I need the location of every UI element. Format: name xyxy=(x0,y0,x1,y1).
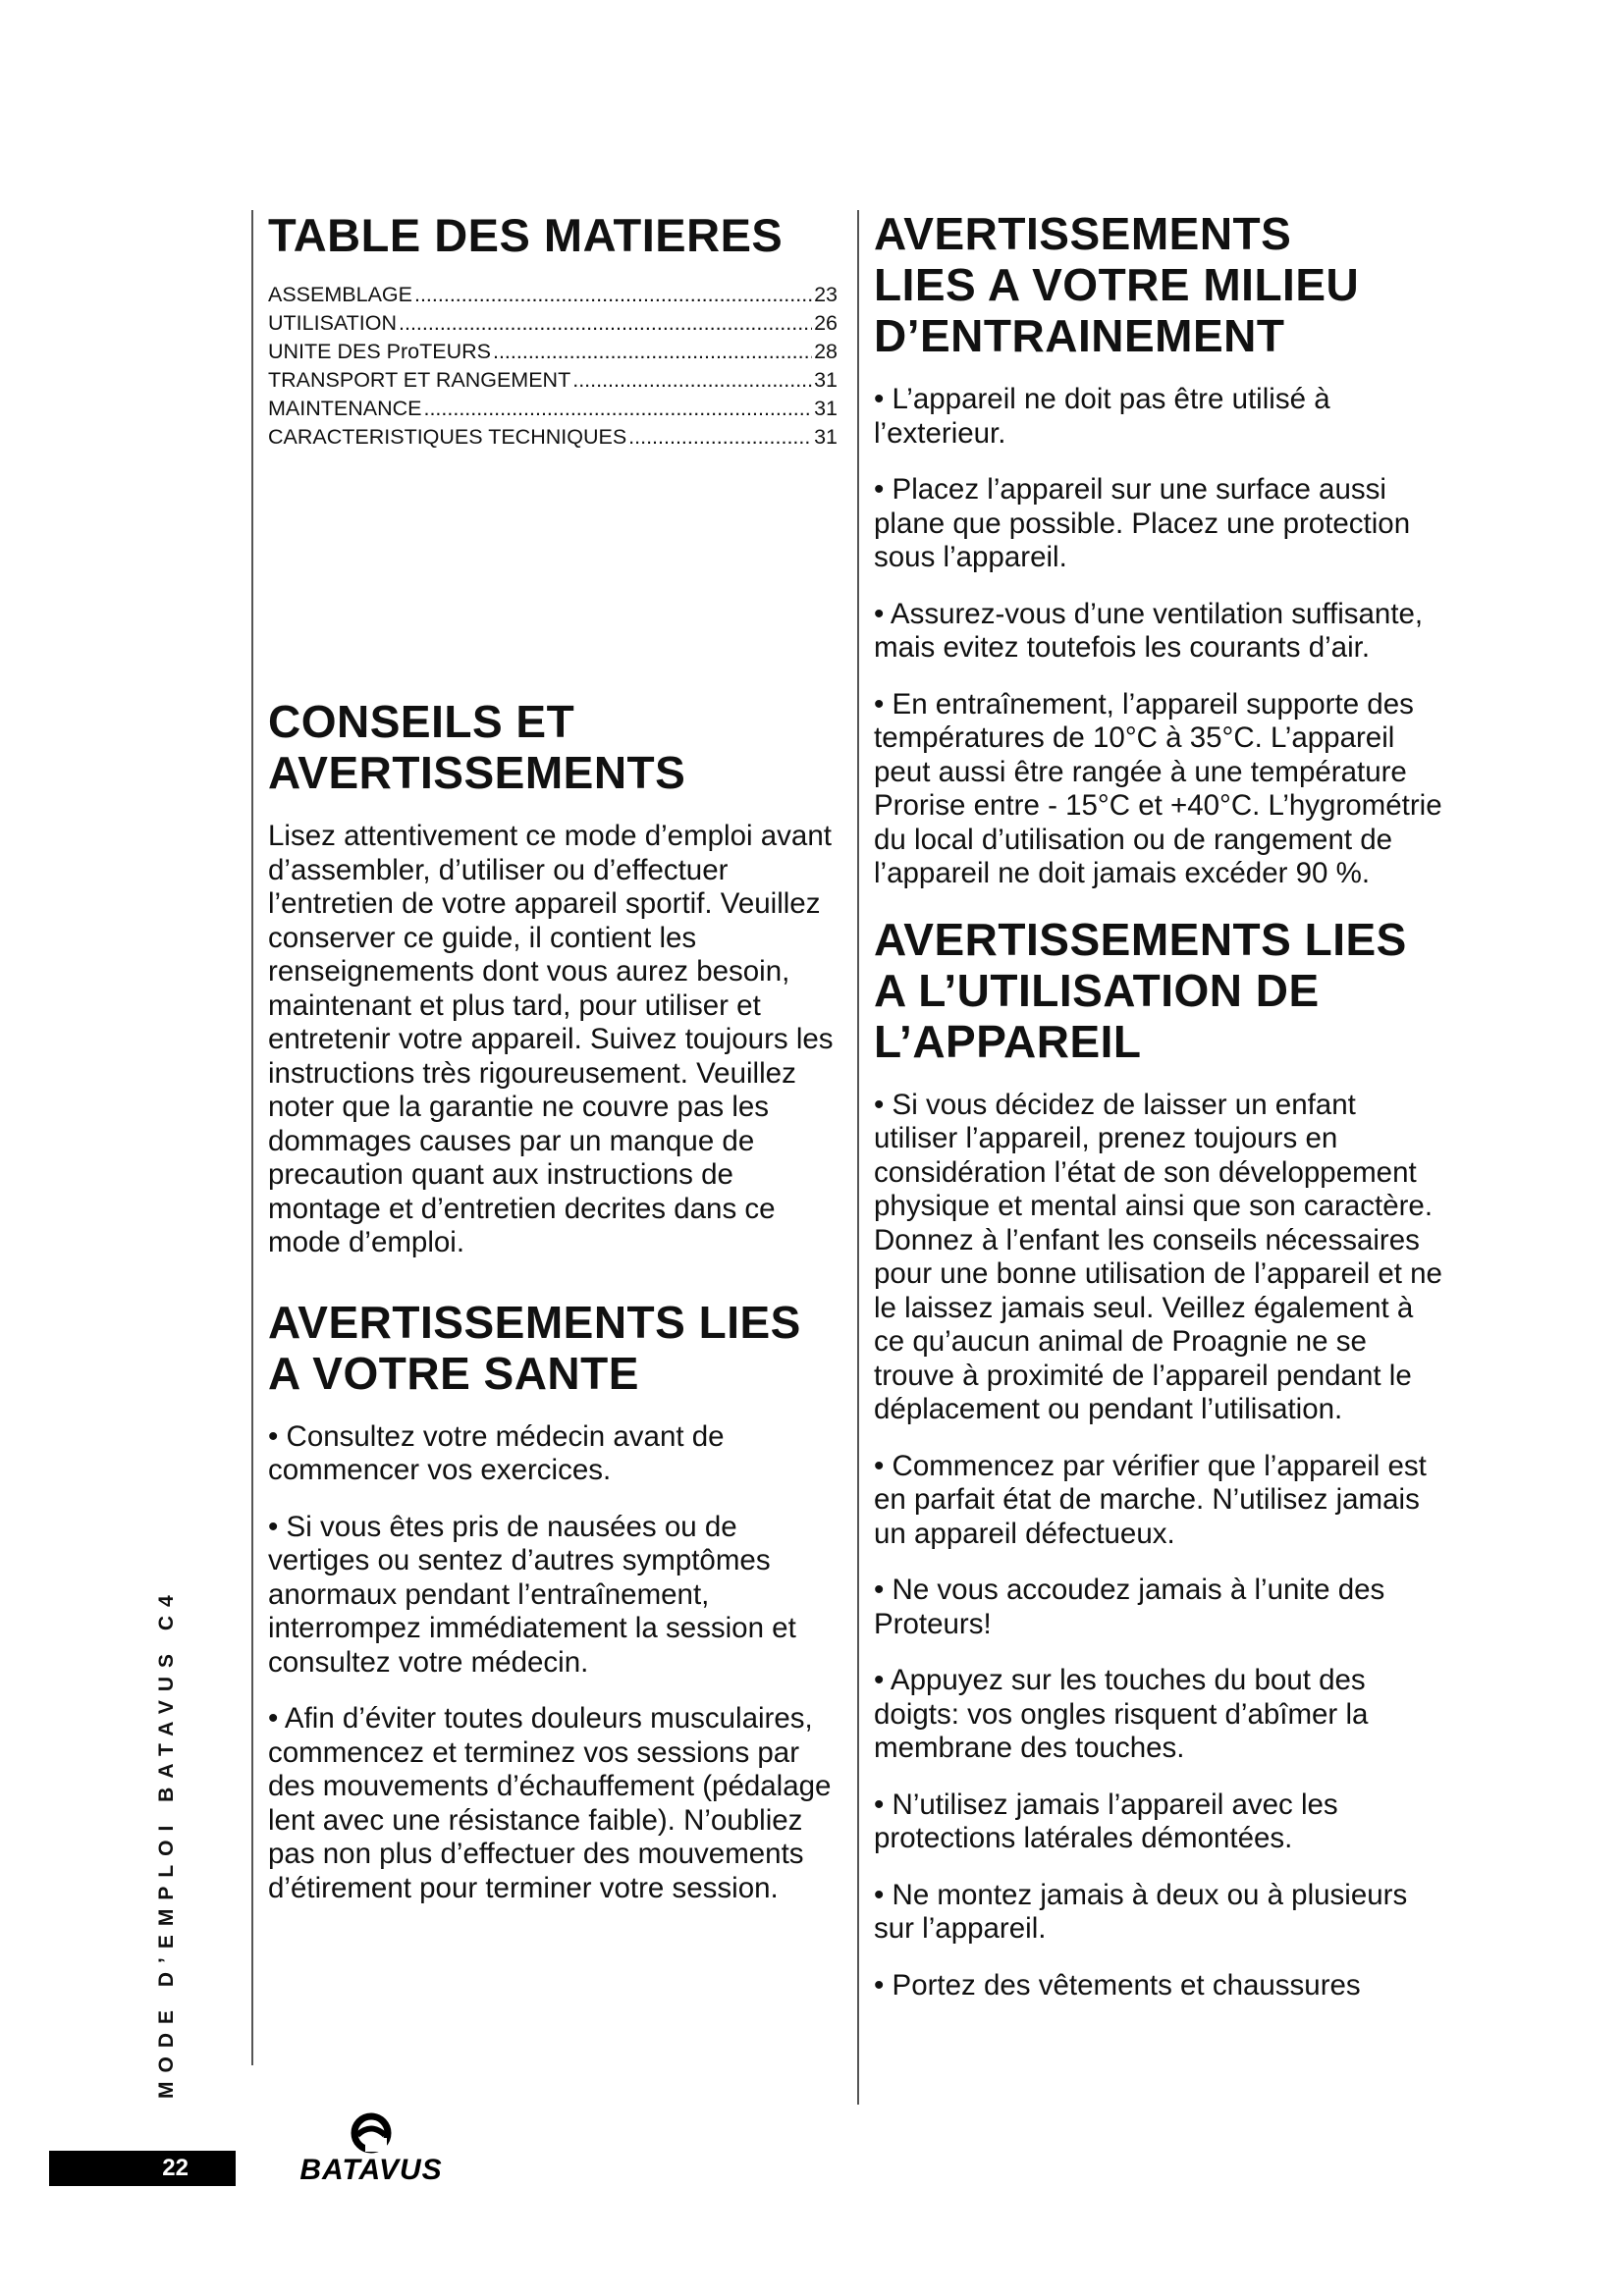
utilisation-bullet: • Ne montez jamais à deux ou à plusieurs sur l’appareil. xyxy=(874,1878,1408,1945)
conseils-heading-line2: AVERTISSEMENTS xyxy=(268,747,686,798)
toc-leader xyxy=(414,281,812,309)
utilisation-heading-line1: AVERTISSEMENTS LIES xyxy=(874,913,1407,965)
right-column-rule xyxy=(857,210,859,2105)
utilisation-bullet: • Si vous décidez de laisser un enfant utiliser l’appareil, prenez toujours en considération l’état de son développement physique et mental ainsi que son caractère. Donnez à l’enfant les conseils nécessaires pour une bonne utilisation de l’appareil et ne le laissez jamais seul. Veillez également à ce qu’aucun animal de Proagnie ne se trouve à proximité de l’appareil pendant le déplacement ou pendant l’utilisation. xyxy=(874,1088,1442,1425)
toc-leader xyxy=(493,338,812,366)
toc-item[interactable] xyxy=(268,281,838,309)
batavus-logo-icon xyxy=(263,2109,479,2158)
conseils-body: Lisez attentivement ce mode d’emploi avant d’assembler, d’utiliser ou d’effectuer l’entretien de votre appareil sportif. Veuillez conserver ce guide, il contient les renseignements dont vous aurez besoin, maintenant et plus tard, pour utiliser et entretenir votre appareil. Suivez toujours les instructions très rigoureusement. Veuillez noter que la garantie ne couvre pas les dommages causes par un manque de precaution quant aux instructions de montage et d’entretien decrites dans ce mode d’emploi. xyxy=(268,820,834,1258)
sante-bullet: • Consultez votre médecin avant de commencer vos exercices. xyxy=(268,1419,725,1486)
left-column-rule xyxy=(251,210,253,2065)
toc-item[interactable] xyxy=(268,338,838,366)
toc-title: TABLE DES MATIERES xyxy=(268,209,784,261)
sante-bullet: • Afin d’éviter toutes douleurs musculaires, commencez et terminez vos sessions par des mouvements d’échauffement (pédalage lent avec une résistance faible). N’oubliez pas non plus d’effectuer des mouvements d’étirement pour terminer votre session. xyxy=(268,1702,832,1904)
milieu-heading-line2: LIES A VOTRE MILIEU xyxy=(874,259,1360,310)
sante-heading-line1: AVERTISSEMENTS LIES xyxy=(268,1296,801,1348)
milieu-bullet: • L’appareil ne doit pas être utilisé à l’exterieur. xyxy=(874,383,1330,450)
utilisation-bullet: • N’utilisez jamais l’appareil avec les protections latérales démontées. xyxy=(874,1788,1338,1854)
toc-leader xyxy=(399,309,812,338)
conseils-heading-line1: CONSEILS ET xyxy=(268,696,575,747)
milieu-bullet: • Assurez-vous d’une ventilation suffisante, mais evitez toutefois les courants d’air. xyxy=(874,597,1424,664)
sante-bullet: • Si vous êtes pris de nausées ou de vertiges ou sentez d’autres symptômes anormaux pendant l’entraînement, interrompez immédiatement la session et consultez votre médecin. xyxy=(268,1510,796,1679)
utilisation-heading xyxy=(874,914,1443,1067)
toc-item[interactable] xyxy=(268,309,838,338)
utilisation-bullet: • Appuyez sur les touches du bout des doigts: vos ongles risquent d’abîmer la membrane des touches. xyxy=(874,1664,1369,1764)
batavus-logo xyxy=(263,2109,479,2189)
milieu-heading-line1: AVERTISSEMENTS xyxy=(874,208,1292,259)
toc-item-label: ASSEMBLAGE xyxy=(268,283,412,306)
toc-item[interactable] xyxy=(268,395,838,423)
milieu-bullet: • Placez l’appareil sur une surface aussi plane que possible. Placez une protection sous l’appareil. xyxy=(874,473,1411,573)
toc-item[interactable] xyxy=(268,366,838,395)
toc-leader xyxy=(628,423,812,452)
toc-item-page: 28 xyxy=(814,340,838,363)
toc-item[interactable] xyxy=(268,423,838,452)
toc-item-label: CARACTERISTIQUES TECHNIQUES xyxy=(268,425,627,449)
page-number: 22 xyxy=(49,2151,236,2186)
utilisation-bullet: • Ne vous accoudez jamais à l’unite des Proteurs! xyxy=(874,1574,1385,1640)
utilisation-heading-line3: L’APPAREIL xyxy=(874,1015,1142,1067)
milieu-bullet: • En entraînement, l’appareil supporte des températures de 10°C à 35°C. L’appareil peut aussi être rangée à une température Prorise entre - 15°C et +40°C. L’hygrométrie du local d’utilisation ou de rangement de l’appareil ne doit jamais excéder 90 %. xyxy=(874,687,1442,889)
right-column xyxy=(874,208,1443,2025)
toc-item-page: 31 xyxy=(814,368,838,392)
sante-heading-line2: A VOTRE SANTE xyxy=(268,1347,639,1399)
conseils-heading xyxy=(268,696,838,798)
toc-item-page: 31 xyxy=(814,397,838,420)
toc-leader xyxy=(423,395,812,423)
milieu-heading-line3: D’ENTRAINEMENT xyxy=(874,310,1285,361)
toc-item-page: 31 xyxy=(814,425,838,449)
left-column xyxy=(268,208,838,1928)
milieu-heading xyxy=(874,208,1443,361)
sante-heading xyxy=(268,1297,838,1399)
toc-item-label: UNITE DES ProTEURS xyxy=(268,340,491,363)
toc-item-page: 23 xyxy=(814,283,838,306)
side-document-title: MODE D’EMPLOI BATAVUS C4 xyxy=(155,1586,178,2099)
toc-leader xyxy=(572,366,812,395)
utilisation-heading-line2: A L’UTILISATION DE xyxy=(874,964,1320,1016)
utilisation-bullet: • Portez des vêtements et chaussures xyxy=(874,1968,1361,2002)
utilisation-bullet: • Commencez par vérifier que l’appareil est en parfait état de marche. N’utilisez jamais un appareil défectueux. xyxy=(874,1449,1427,1550)
toc-item-label: TRANSPORT ET RANGEMENT xyxy=(268,368,571,392)
toc-item-label: MAINTENANCE xyxy=(268,397,422,420)
batavus-wordmark: BATAVUS xyxy=(299,2154,443,2186)
toc-item-page: 26 xyxy=(814,311,838,335)
toc-item-label: UTILISATION xyxy=(268,311,398,335)
toc-list xyxy=(268,281,838,452)
